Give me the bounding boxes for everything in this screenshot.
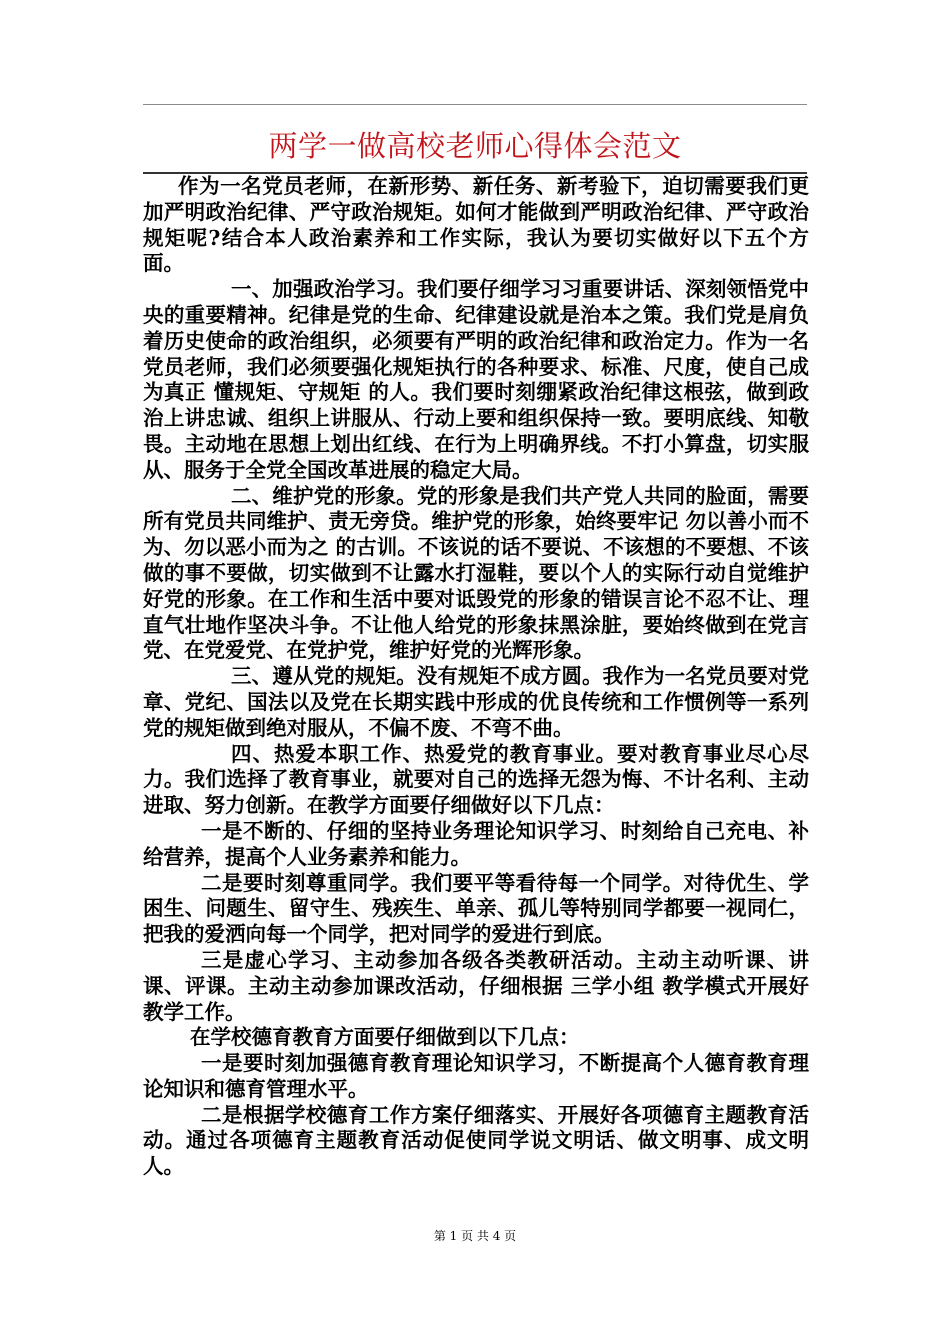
paragraph-moral-point-2: 二是根据学校德育工作方案仔细落实、开展好各项德育主题教育活动。通过各项德育主题教育活动促使同学说文明话、做文明事、成文明人。 [143, 1102, 809, 1179]
header-rule [143, 104, 807, 105]
paragraph-section-1: 一、加强政治学习。我们要仔细学习习重要讲话、深刻领悟党中央的重要精神。纪律是党的生命、纪律建设就是治本之策。我们党是肩负着历史使命的政治组织，必须要有严明的政治纪律和政治定力。作为一名党员老师，我们必须要强化规矩执行的各种要求、标准、尺度，使自己成为真正 懂规矩、守规矩 的人。我们要时刻绷紧政治纪律这根弦，做到政治上讲忠诚、组织上讲服从、行动上要和组织保持一致。要明底线、知敬畏。主动地在思想上划出红线、在行为上明确界线。不打小算盘，切实服从、服务于全党全国改革进展的稳定大局。 [143, 277, 809, 482]
paragraph-teaching-point-3: 三是虚心学习、主动参加各级各类教研活动。主动主动听课、讲课、评课。主动主动参加课改活动，仔细根据 三学小组 教学模式开展好教学工作。 [143, 947, 809, 1024]
paragraph-moral-education-intro: 在学校德育教育方面要仔细做到以下几点： [190, 1025, 580, 1050]
paragraph-section-3: 三、遵从党的规矩。没有规矩不成方圆。我作为一名党员要对党章、党纪、国法以及党在长期实践中形成的优良传统和工作惯例等一系列党的规矩做到绝对服从，不偏不废、不弯不曲。 [143, 664, 809, 740]
document-body [143, 174, 809, 1180]
paragraph-moral-point-1: 一是要时刻加强德育教育理论知识学习，不断提高个人德育教育理论知识和德育管理水平。 [143, 1051, 809, 1101]
paragraph-intro: 作为一名党员老师，在新形势、新任务、新考验下，迫切需要我们更加严明政治纪律、严守政治规矩。如何才能做到严明政治纪律、严守政治规矩呢?结合本人政治素养和工作实际，我认为要切实做好以下五个方面。 [143, 174, 809, 276]
paragraph-teaching-point-1: 一是不断的、仔细的坚持业务理论知识学习、时刻给自己充电、补给营养，提高个人业务素养和能力。 [143, 818, 809, 869]
paragraph-section-2: 二、维护党的形象。党的形象是我们共产党人共同的脸面，需要所有党员共同维护、责无旁贷。维护党的形象，始终要牢记 勿以善小而不为、勿以恶小而为之 的古训。不该说的话不要说、不该想的不要想、不该做的事不要做，切实做到不让露水打湿鞋，要以个人的实际行动自觉维护好党的形象。在工作和生活中要对诋毁党的形象的错误言论不忍不让、理直气壮地作坚决斗争。不让他人给党的形象抹黑涂脏，要始终做到在党言党、在党爱党、在党护党，维护好党的光辉形象。 [143, 483, 809, 663]
document-title: 两学一做高校老师心得体会范文 [268, 129, 682, 163]
paragraph-teaching-point-2: 二是要时刻尊重同学。我们要平等看待每一个同学。对待优生、学困生、问题生、留守生、残疾生、单亲、孤儿等特别同学都要一视同仁，把我的爱洒向每一个同学，把对同学的爱进行到底。 [143, 870, 809, 947]
paragraph-section-4: 四、热爱本职工作、热爱党的教育事业。要对教育事业尽心尽力。我们选择了教育事业，就要对自己的选择无怨为悔、不计名利、主动进取、努力创新。在教学方面要仔细做好以下几点： [143, 741, 809, 818]
page-footer: 第 1 页 共 4 页 [433, 1229, 517, 1243]
